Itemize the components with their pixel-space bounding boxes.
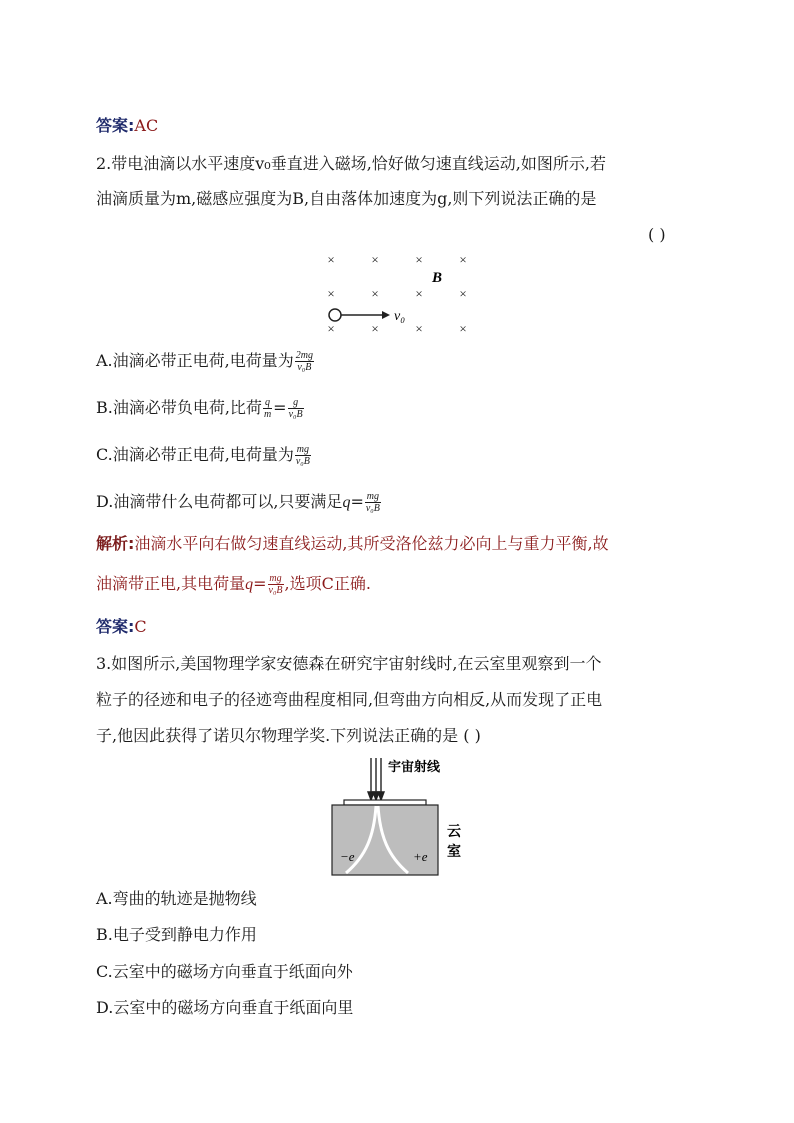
q2-option-b: B.油滴必带负电荷,比荷 $\frac{q}{m}$ = $\frac{g}{\text{v₀B}}$	[96, 397, 303, 420]
cloud-chamber-figure	[326, 756, 476, 880]
chamber-label-2: 室	[447, 844, 461, 860]
field-mark: ×	[371, 321, 379, 336]
field-mark: ×	[415, 286, 423, 301]
field-mark: ×	[327, 321, 335, 336]
chamber-label-1: 云	[447, 824, 461, 840]
q3-line-3: 子,他因此获得了诺贝尔物理学奖.下列说法正确的是 ( )	[96, 726, 481, 745]
field-mark: ×	[415, 321, 423, 336]
field-mark: ×	[327, 286, 335, 301]
q3-option-c: C.云室中的磁场方向垂直于纸面向外	[96, 962, 353, 981]
q2-line-1: 2.带电油滴以水平速度v₀垂直进入磁场,恰好做匀速直线运动,如图所示,若	[96, 154, 606, 173]
positron-label: +e	[413, 849, 428, 864]
velocity-label: v₀	[394, 309, 406, 324]
oil-drop	[329, 309, 341, 321]
q2-option-a: A.油滴必带正电荷,电荷量为 $\frac{2mg}{\text{v₀B}}$	[96, 350, 313, 373]
q2-option-c: C.油滴必带正电荷,电荷量为 $\frac{mg}{\text{v₀B}}$	[96, 444, 310, 467]
q2-paren: ( )	[648, 225, 666, 244]
q2-line-2: 油滴质量为m,磁感应强度为B,自由落体加速度为g,则下列说法正确的是	[96, 189, 597, 208]
chamber-plate	[344, 800, 426, 805]
answer-value: AC	[134, 116, 159, 135]
q3-line-2: 粒子的径迹和电子的径迹弯曲程度相同,但弯曲方向相反,从而发现了正电	[96, 690, 603, 709]
field-mark: ×	[459, 286, 467, 301]
field-mark: ×	[371, 286, 379, 301]
q3-option-d: D.云室中的磁场方向垂直于纸面向里	[96, 998, 354, 1017]
field-mark: ×	[371, 252, 379, 267]
answer-label: 答案:	[96, 116, 135, 135]
analysis-label: 解析:	[96, 534, 135, 553]
field-mark: ×	[459, 252, 467, 267]
answer-value: C	[134, 617, 147, 636]
field-label: B	[432, 270, 443, 286]
field-mark: ×	[415, 252, 423, 267]
q2-option-d: D.油滴带什么电荷都可以,只要满足q= $\frac{mg}{\text{v₀B}}$	[96, 491, 380, 514]
q3-option-b: B.电子受到静电力作用	[96, 925, 257, 944]
answer-1	[96, 116, 158, 136]
q3-line-1: 3.如图所示,美国物理学家安德森在研究宇宙射线时,在云室里观察到一个	[96, 654, 602, 673]
magnetic-field-figure	[318, 248, 478, 338]
analysis-line-1: 解析:油滴水平向右做匀速直线运动,其所受洛伦兹力必向上与重力平衡,故	[96, 534, 609, 553]
field-mark: ×	[459, 321, 467, 336]
electron-label: −e	[340, 849, 355, 864]
field-mark: ×	[327, 252, 335, 267]
answer-label: 答案:	[96, 617, 135, 636]
analysis-line-2: 油滴带正电,其电荷量q= $\frac{mg}{\text{v₀B}}$ ,选项C正确.	[96, 573, 371, 596]
rays-label: 宇宙射线	[388, 760, 441, 775]
velocity-arrowhead	[382, 311, 390, 319]
answer-2	[96, 617, 147, 637]
q3-option-a: A.弯曲的轨迹是抛物线	[96, 889, 257, 908]
